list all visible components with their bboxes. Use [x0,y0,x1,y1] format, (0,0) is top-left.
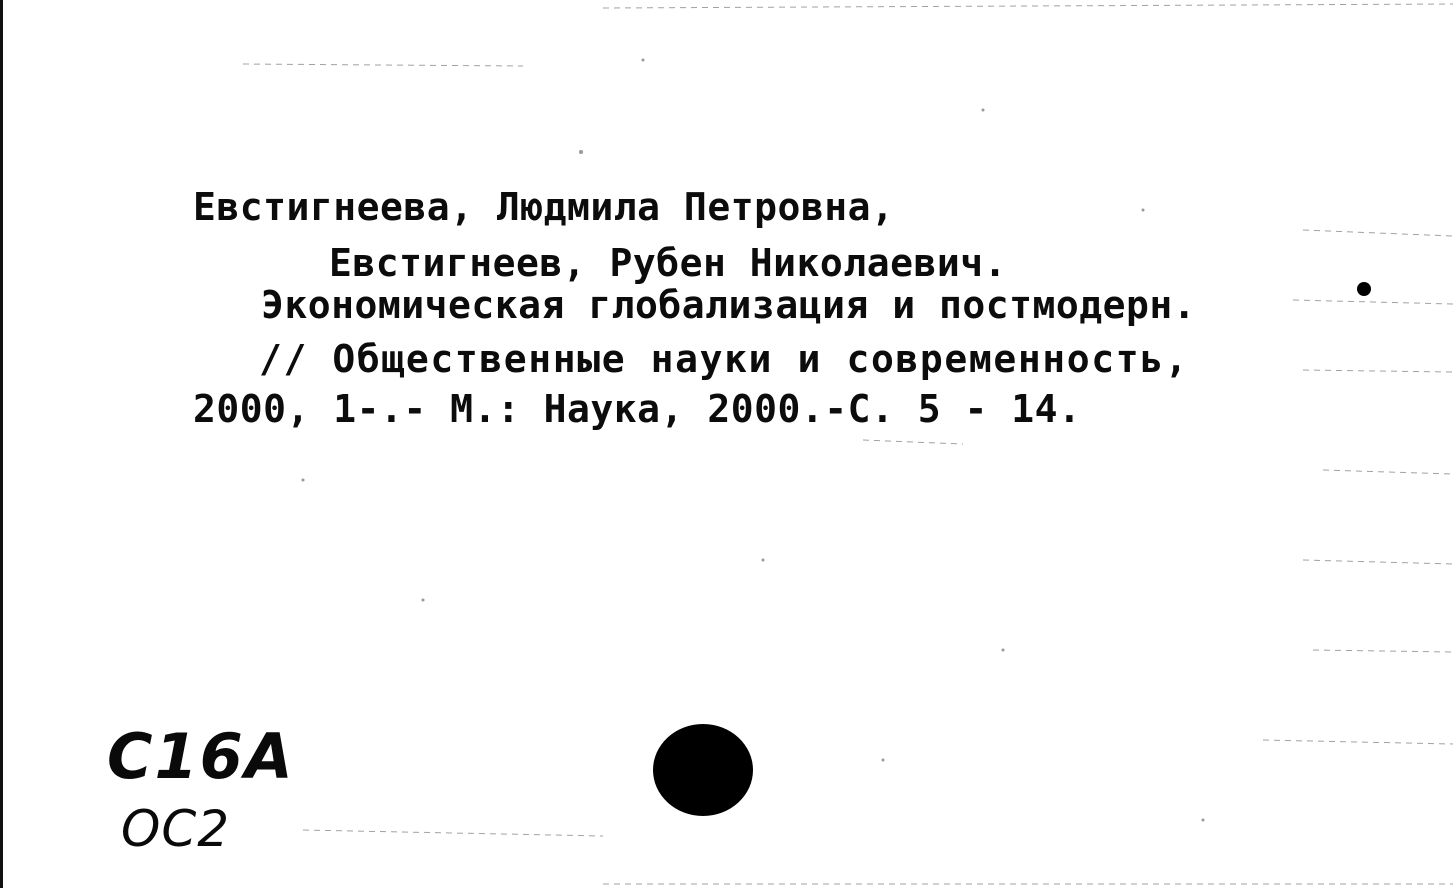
punch-hole [653,724,753,816]
handwritten-shelf-mark: C16A [107,720,295,793]
imprint-line: 2000, 1-.- М.: Наука, 2000.-С. 5 - 14. [193,387,1082,431]
title-line: Экономическая глобализация и постмодерн. [261,283,1197,327]
handwritten-code: ОС2 [121,800,231,858]
ink-dot [1357,282,1371,296]
author-line-1: Евстигнеева, Людмила Петровна, [193,185,895,229]
author-line-2: Евстигнеев, Рубен Николаевич. [329,241,1007,285]
source-line: // Общественные науки и современность, [259,337,1190,381]
